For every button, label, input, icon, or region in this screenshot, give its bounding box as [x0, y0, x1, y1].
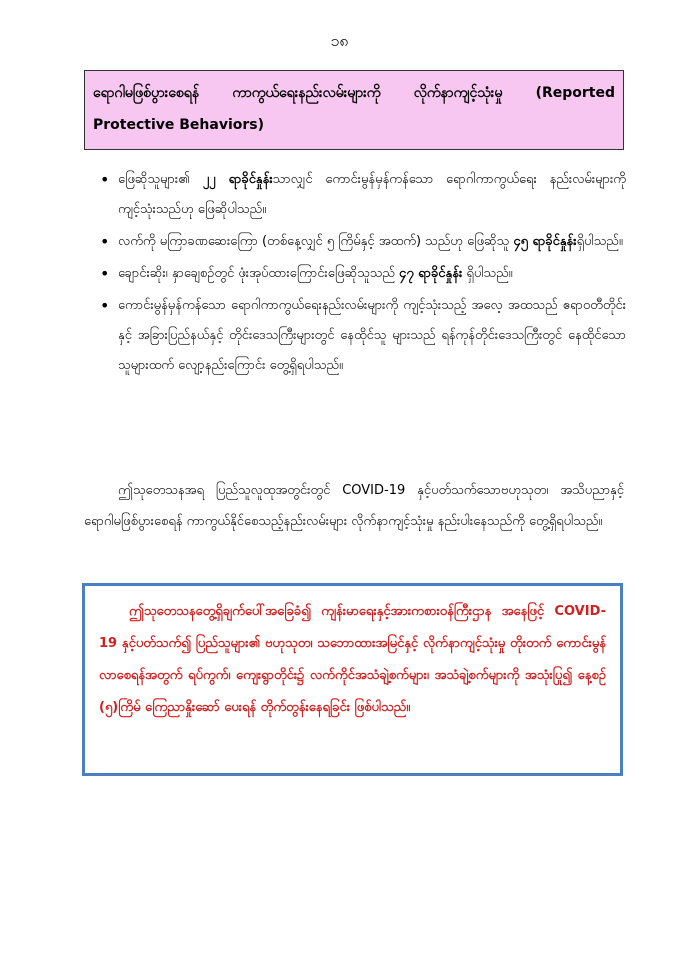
recommendation-box — [82, 583, 623, 776]
section-heading: ရောဂါမဖြစ်ပွားစေရန် ကာကွယ်ရေးနည်းလမ်းများကို လိုက်နာကျင့်သုံးမှု (Reported Protective Behaviors) — [84, 70, 624, 150]
list-item — [96, 291, 626, 381]
bullet-text: ချောင်းဆိုး၊ နှာချေစဉ်တွင် ဖုံးအုပ်ထားကြောင်းဖြေဆိုသူသည် — [118, 266, 400, 281]
list-item — [96, 227, 626, 257]
page-number: ၁၈ — [330, 31, 349, 50]
bullet-text: ရှိပါသည်။ — [576, 234, 623, 249]
bullet-highlight: ၂၂ ရာခိုင်နှုန်း — [202, 172, 273, 187]
bullet-highlight: ၄၇ ရာခိုင်နှုန်း — [399, 266, 463, 281]
list-item — [96, 259, 626, 289]
bullet-text: သာလျှင် ကောင်းမွန်မှန်ကန်သော ရောဂါကာကွယ်ရေး နည်းလမ်းများကို ကျင့်သုံးသည်ဟု ဖြေဆိုပါသည်။ — [118, 172, 626, 217]
bullet-text: ရှိပါသည်။ — [462, 266, 513, 281]
bullet-text: ကောင်းမွန်မှန်ကန်သော ရောဂါကာကွယ်ရေးနည်းလမ်းများကို ကျင့်သုံးသည့် အလေ့ အထသည် ဧရာဝတီတိုင်းနှင့် အခြားပြည်နယ်နှင့် တိုင်းဒေသကြီးများတွင် နေထိုင်သူ များသည် ရန်ကုန်တိုင်းဒေသကြီးတွင် နေထိုင်သောသူများထက် လျော့နည်းကြောင်း တွေ့ရှိရပါသည်။ — [118, 298, 626, 373]
list-item — [96, 165, 626, 225]
summary-paragraph: ဤသုတေသနအရ ပြည်သူလူထုအတွင်းတွင် COVID-19 နှင့်ပတ်သက်သောဗဟုသုတ၊ အသိပညာနှင့် ရောဂါမဖြစ်ပွားစေရန် ကာကွယ်နိုင်စေသည့်နည်းလမ်းများ လိုက်နာကျင့်သုံးမှု နည်းပါးနေသည်ကို တွေ့ရှိရပါသည်။ — [84, 483, 624, 529]
bullet-highlight: ၄၅ ရာခိုင်နှုန်း — [513, 234, 577, 249]
recommendation-text: ဤသုတေသနတွေ့ရှိချက်ပေါ်အခြေခံ၍ ကျန်းမာရေးနှင့်အားကစားဝန်ကြီးဌာန အနေဖြင့် COVID-19 နှင့်ပတ်သက်၍ ပြည်သူများ၏ ဗဟုသုတ၊ သဘောထားအမြင်နှင့် လိုက်နာကျင့်သုံးမှု တိုးတက် ကောင်းမွန်လာစေရန်အတွက် ရပ်ကွက်၊ ကျေးရွာတိုင်း၌ လက်ကိုင်အသံချဲ့စက်များ၊ အသံချဲ့စက်များကို အသုံးပြု၍ နေ့စဉ် (၅)ကြိမ် ကြေညာနှိုးဆော် ပေးရန် တိုက်တွန်းနေရခြင်း ဖြစ်ပါသည်။ — [99, 604, 606, 715]
bullet-text: လက်ကို မကြာခဏဆေးကြော (တစ်နေ့လျှင် ၅ ကြိမ်နှင့် အထက်) သည်ဟု ဖြေဆိုသူ — [118, 234, 514, 249]
bullet-text: ဖြေဆိုသူများ၏ — [118, 172, 203, 187]
findings-list — [96, 165, 626, 383]
